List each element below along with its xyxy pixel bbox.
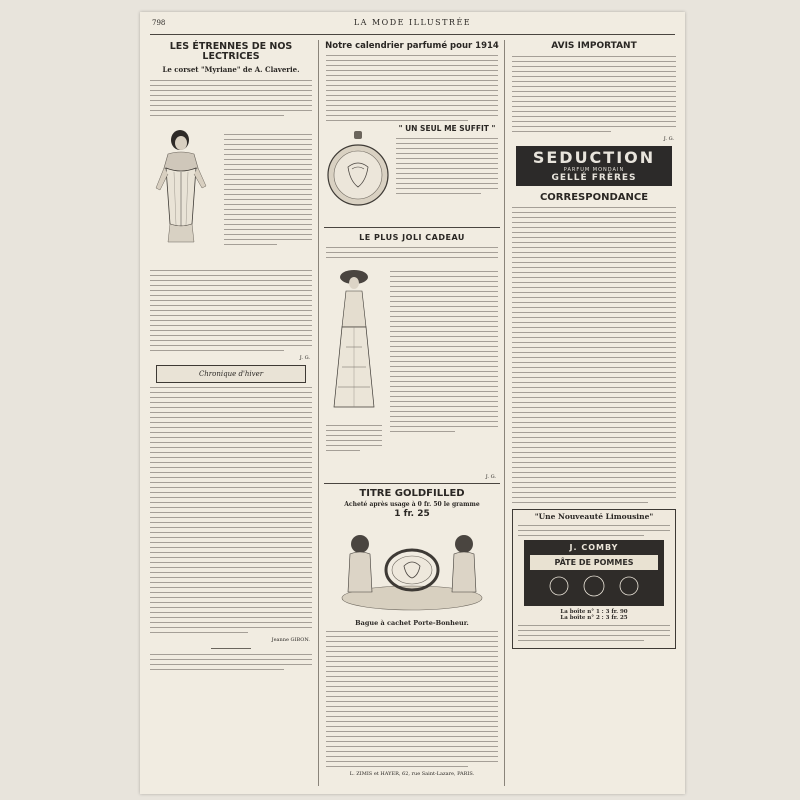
seduction-ad [516, 146, 672, 186]
un-seul-title: " UN SEUL ME SUFFIT " [398, 124, 496, 134]
un-seul-text [394, 125, 500, 197]
chronique-ornament [156, 365, 306, 383]
comby-ornament [539, 573, 649, 599]
dress-illustration [324, 267, 384, 417]
goldfilled-footer: L. ZIMIS et HAYER, 62, rue Saint-Lazare, PARIS. [349, 771, 475, 778]
seduction-brand: GELLÉ FRÈRES [551, 172, 637, 183]
goldfilled-text [324, 631, 500, 767]
comby-box [524, 540, 664, 606]
cadeau-caption [324, 421, 384, 455]
column-1 [148, 42, 314, 674]
cadeau-title: LE PLUS JOLI CADEAU [359, 233, 465, 243]
seduction-wordmark: SEDUCTION [532, 147, 656, 167]
goldfilled-title: TITRE GOLDFILLED [359, 488, 465, 500]
goldfilled-price: 1 fr. 25 [394, 509, 430, 520]
comby-product: PÂTE DE POMMES [530, 555, 658, 570]
column-divider-1 [318, 40, 319, 786]
chronique-signature: Jeanne GIBON. [271, 636, 310, 643]
comby-price-1: La boîte n° 1 : 3 fr. 90 [560, 609, 628, 616]
goldfilled-subtitle: Acheté après usage à 0 fr. 50 le gramme [344, 501, 480, 509]
column-2 [324, 42, 500, 777]
col1-footer-text [148, 654, 314, 670]
correspondance-title: CORRESPONDANCE [539, 191, 649, 203]
calendar-title: Notre calendrier parfumé pour 1914 [325, 41, 499, 51]
calendar-text [324, 55, 500, 121]
cadeau-article [324, 243, 500, 473]
column-1-separator [211, 648, 251, 649]
page-header [140, 12, 685, 26]
bague-title: Bague à cachet Porte-Bonheur. [355, 619, 469, 628]
avis-signature: J. G. [663, 135, 674, 142]
corset-article [148, 76, 314, 266]
col2-rule-2 [324, 483, 500, 484]
corset-illustration [148, 128, 218, 246]
corset-text-side [222, 130, 314, 249]
magazine-title: LA MODE ILLUSTRÉE [353, 18, 472, 27]
corset-text-bottom [148, 270, 314, 351]
seduction-tagline: PARFUM MONDAIN [563, 166, 625, 173]
corset-subtitle: Le corset "Myriane" de A. Claverie. [162, 64, 300, 74]
avis-title: AVIS IMPORTANT [551, 41, 637, 51]
chronique-label: Chronique d'hiver [198, 369, 264, 378]
column-3 [510, 42, 678, 649]
correspondance-text [510, 207, 678, 503]
corset-text-top [148, 76, 314, 120]
un-seul-ad [324, 125, 500, 221]
comby-price-2: La boîte n° 2 : 3 fr. 25 [560, 615, 628, 622]
etrennes-title: LES ÉTRENNES DE NOS LECTRICES [169, 41, 293, 63]
cadeau-signature: J. G. [485, 474, 496, 481]
chronique-text [148, 387, 314, 633]
page-number: 798 [152, 19, 166, 27]
limousine-title: "Une Nouveauté Limousine" [534, 511, 654, 521]
header-rule [150, 34, 675, 35]
ring-illustration [324, 522, 500, 614]
comby-brand: J. COMBY [569, 543, 619, 553]
col2-rule-1 [324, 227, 500, 228]
limousine-ad [512, 509, 676, 649]
pocket-watch-illustration [326, 129, 390, 215]
magazine-page [140, 12, 685, 794]
cadeau-text-side [388, 267, 500, 436]
column-divider-2 [504, 40, 505, 786]
corset-signature: J. G. [299, 354, 310, 361]
avis-text [510, 56, 678, 132]
